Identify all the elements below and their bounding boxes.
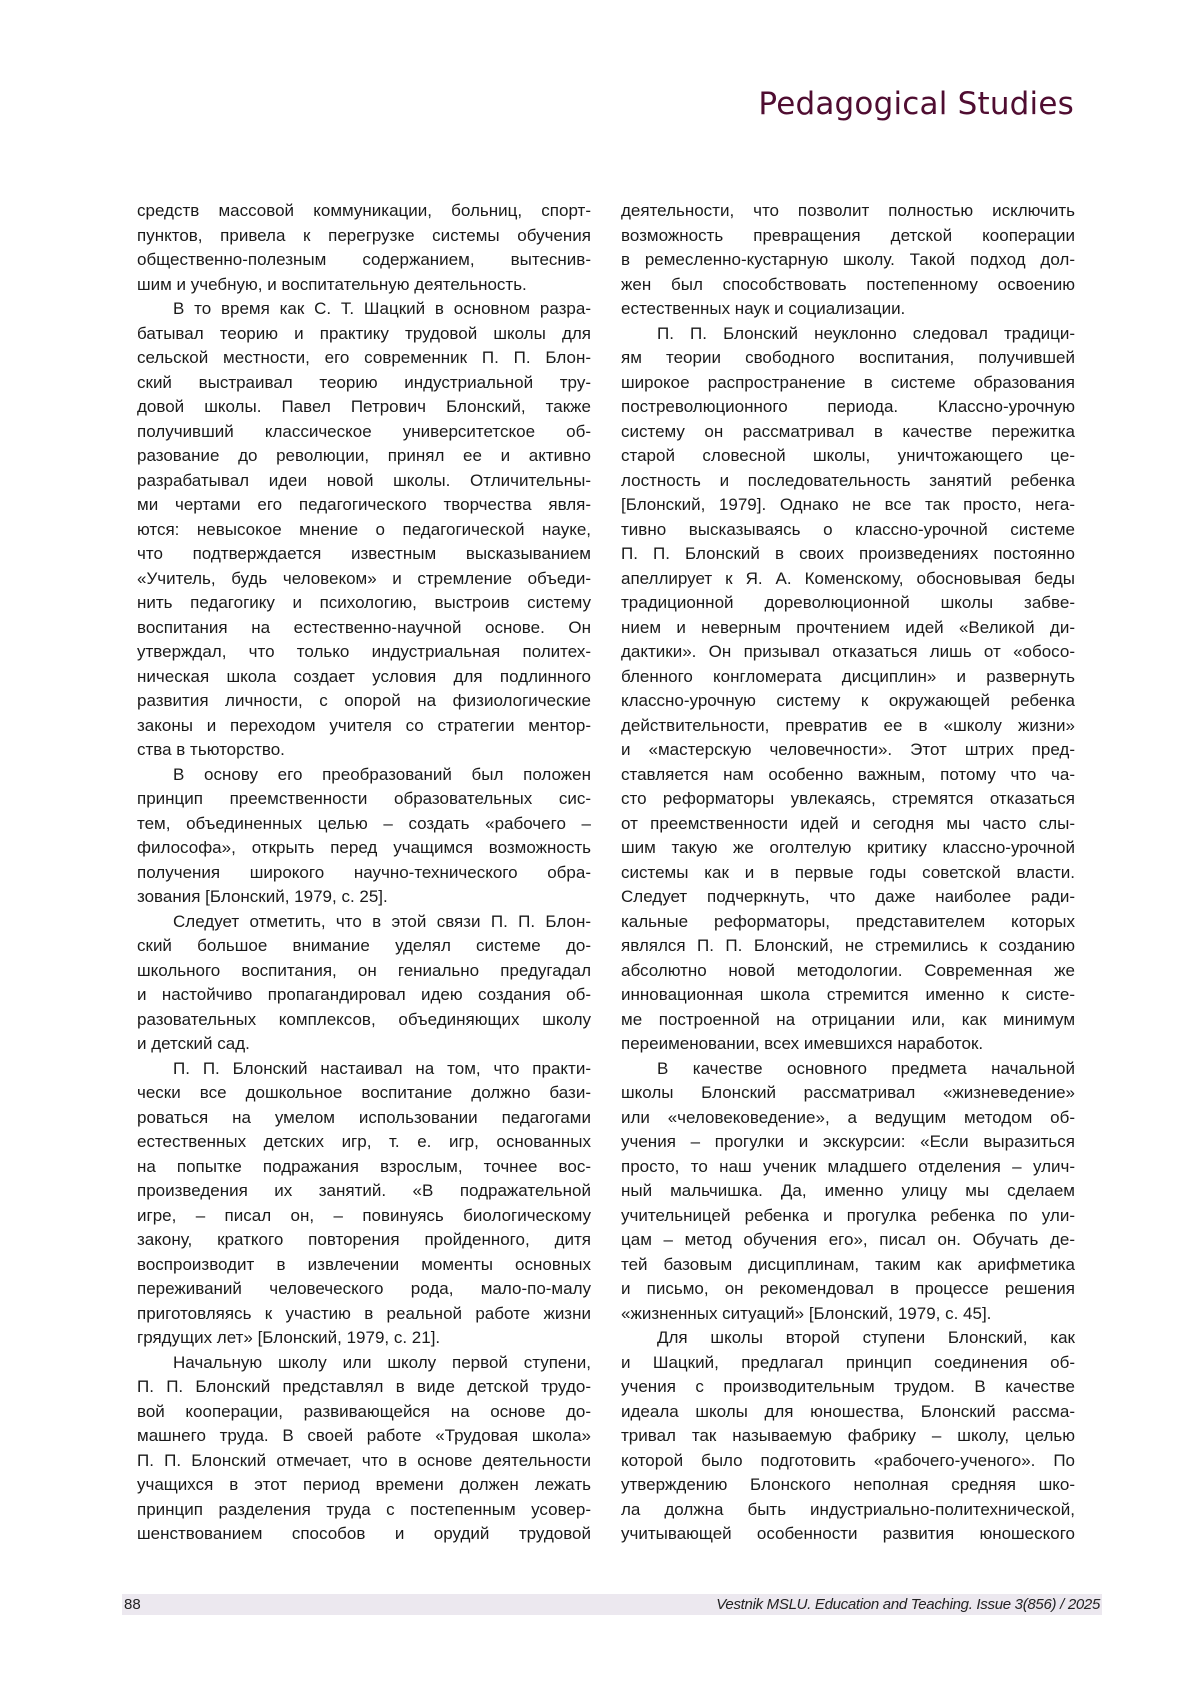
text-line: нием и неверным прочтением идей «Великой ди- [621, 616, 1075, 641]
text-line: принцип разделения труда с постепенным усовер- [137, 1498, 591, 1523]
page-number: 88 [124, 1594, 141, 1615]
text-line: философа», открыть перед учащимся возможность [137, 836, 591, 861]
text-line: «жизненных ситуаций» [Блонский, 1979, с. 45]. [621, 1302, 1075, 1327]
text-line: В то время как С. Т. Шацкий в основном разра- [137, 297, 591, 322]
text-line: абсолютно новой методологии. Современная же [621, 959, 1075, 984]
text-line: учительницей ребенка и прогулка ребенка по ули- [621, 1204, 1075, 1229]
text-line: на попытке подражания взрослым, точнее вос- [137, 1155, 591, 1180]
text-line: Начальную школу или школу первой ступени, [137, 1351, 591, 1376]
text-line: машнего труда. В своей работе «Трудовая школа» [137, 1424, 591, 1449]
text-line: шенствованием способов и орудий трудовой [137, 1522, 591, 1547]
text-line: воспитания на естественно-научной основе. Он [137, 616, 591, 641]
text-line: Для школы второй ступени Блонский, как [621, 1326, 1075, 1351]
text-line: ский выстраивал теорию индустриальной тру- [137, 371, 591, 396]
text-line: разовательных комплексов, объединяющих школу [137, 1008, 591, 1033]
text-line: просто, то наш ученик младшего отделения – улич- [621, 1155, 1075, 1180]
text-line: учения с производительным трудом. В качестве [621, 1375, 1075, 1400]
text-line: переживаний человеческого рода, мало-по-малу [137, 1277, 591, 1302]
text-line: П. П. Блонский отмечает, что в основе деятельности [137, 1449, 591, 1474]
paragraph [137, 763, 591, 910]
text-line: П. П. Блонский представлял в виде детской трудо- [137, 1375, 591, 1400]
text-line: действительности, превратив ее в «школу жизни» [621, 714, 1075, 739]
text-line: закону, краткого повторения пройденного, дитя [137, 1228, 591, 1253]
text-line: и настойчиво пропагандировал идею создания об- [137, 983, 591, 1008]
text-line: воспроизводит в извлечении моменты основных [137, 1253, 591, 1278]
paragraph [621, 322, 1075, 1057]
text-line: постреволюционного периода. Классно-урочную [621, 395, 1075, 420]
text-line: и письмо, он рекомендовал в процессе решения [621, 1277, 1075, 1302]
text-line: ме построенной на отрицании или, как минимум [621, 1008, 1075, 1033]
text-line: инновационная школа стремится именно к систе- [621, 983, 1075, 1008]
text-line: тривал так называемую фабрику – школу, целью [621, 1424, 1075, 1449]
paragraph [621, 1057, 1075, 1327]
text-line: лостность и последовательность занятий ребенка [621, 469, 1075, 494]
paragraph [137, 1351, 591, 1547]
text-line: тей базовым дисциплинам, таким как арифметика [621, 1253, 1075, 1278]
paragraph [137, 1057, 591, 1351]
text-line: приготовляясь к участию в реальной работе жизни [137, 1302, 591, 1327]
text-line: и детский сад. [137, 1032, 591, 1057]
text-line: сто реформаторы увлекаясь, стремятся отказаться [621, 787, 1075, 812]
text-line: разрабатывал идеи новой школы. Отличительны- [137, 469, 591, 494]
text-line: системы как и в первые годы советской власти. [621, 861, 1075, 886]
page-footer [122, 1594, 1102, 1615]
text-line: в ремесленно-кустарную школу. Такой подход дол- [621, 248, 1075, 273]
text-line: переименовании, всех имевшихся наработок. [621, 1032, 1075, 1057]
text-line: нить педагогику и психологию, выстроив систему [137, 591, 591, 616]
text-line: игре, – писал он, – повинуясь биологическому [137, 1204, 591, 1229]
text-line: В основу его преобразований был положен [137, 763, 591, 788]
text-line: получения широкого научно-технического обра- [137, 861, 591, 886]
text-line: утверждению Блонского неполная средняя шко- [621, 1473, 1075, 1498]
text-line: традиционной дореволюционной школы забве- [621, 591, 1075, 616]
text-line: П. П. Блонский настаивал на том, что практи- [137, 1057, 591, 1082]
text-line: [Блонский, 1979]. Однако не все так просто, нега- [621, 493, 1075, 518]
text-line: цам – метод обучения его», писал он. Обучать де- [621, 1228, 1075, 1253]
text-line: ническая школа создает условия для подлинного [137, 665, 591, 690]
text-line: грядущих лет» [Блонский, 1979, с. 21]. [137, 1326, 591, 1351]
text-line: П. П. Блонский неуклонно следовал традици- [621, 322, 1075, 347]
text-line: которой было подготовить «рабочего-ученого». По [621, 1449, 1075, 1474]
text-line: сельской местности, его современник П. П. Блон- [137, 346, 591, 371]
text-line: вой кооперации, развивающейся на основе до- [137, 1400, 591, 1425]
text-line: естественных наук и социализации. [621, 297, 1075, 322]
paragraph [621, 1326, 1075, 1547]
paragraph [137, 910, 591, 1057]
text-line: возможность превращения детской кооперации [621, 224, 1075, 249]
text-line: батывал теорию и практику трудовой школы для [137, 322, 591, 347]
text-line: учитывающей особенности развития юношеского [621, 1522, 1075, 1547]
text-line: получивший классическое университетское об- [137, 420, 591, 445]
text-line: общественно-полезным содержанием, вытеснив- [137, 248, 591, 273]
text-line: законы и переходом учителя со стратегии ментор- [137, 714, 591, 739]
section-title: Pedagogical Studies [758, 86, 1074, 122]
text-line: «Учитель, будь человеком» и стремление объеди- [137, 567, 591, 592]
text-line: развития личности, с опорой на физиологические [137, 689, 591, 714]
text-line: классно-урочную систему к окружающей ребенка [621, 689, 1075, 714]
text-line: учащихся в этот период времени должен лежать [137, 1473, 591, 1498]
text-line: В качестве основного предмета начальной [621, 1057, 1075, 1082]
paragraph [137, 199, 591, 297]
text-line: кальные реформаторы, представителем которых [621, 910, 1075, 935]
text-line: П. П. Блонский в своих произведениях постоянно [621, 542, 1075, 567]
text-line: старой словесной школы, уничтожающего це- [621, 444, 1075, 469]
text-line: и «мастерскую человечности». Этот штрих пред- [621, 738, 1075, 763]
text-line: чески все дошкольное воспитание должно бази- [137, 1081, 591, 1106]
text-line: средств массовой коммуникации, больниц, спорт- [137, 199, 591, 224]
text-line: пунктов, привела к перегрузке системы обучения [137, 224, 591, 249]
text-line: тивно высказываясь о классно-урочной системе [621, 518, 1075, 543]
text-line: шим такую же оголтелую критику классно-урочной [621, 836, 1075, 861]
text-line: являлся П. П. Блонский, не стремились к созданию [621, 934, 1075, 959]
text-line: или «человековедение», а ведущим методом об- [621, 1106, 1075, 1131]
text-column-right [621, 199, 1075, 1547]
text-line: Следует подчеркнуть, что даже наиболее ради- [621, 885, 1075, 910]
text-line: систему он рассматривал в качестве пережитка [621, 420, 1075, 445]
text-line: ми чертами его педагогического творчества явля- [137, 493, 591, 518]
text-line: что подтверждается известным высказыванием [137, 542, 591, 567]
text-line: и Шацкий, предлагал принцип соединения об- [621, 1351, 1075, 1376]
text-line: роваться на умелом использовании педагогами [137, 1106, 591, 1131]
text-line: бленного конгломерата дисциплин» и развернуть [621, 665, 1075, 690]
text-line: школьного воспитания, он гениально предугадал [137, 959, 591, 984]
text-line: жен был способствовать постепенному освоению [621, 273, 1075, 298]
text-line: утверждал, что только индустриальная политех- [137, 640, 591, 665]
text-line: деятельности, что позволит полностью исключить [621, 199, 1075, 224]
text-line: зования [Блонский, 1979, с. 25]. [137, 885, 591, 910]
text-line: ла должна быть индустриально-политехнической, [621, 1498, 1075, 1523]
text-line: дактики». Он призывал отказаться лишь от «обосо- [621, 640, 1075, 665]
text-line: ям теории свободного воспитания, получившей [621, 346, 1075, 371]
text-line: школы Блонский рассматривал «жизневедение» [621, 1081, 1075, 1106]
text-line: широкое распространение в системе образования [621, 371, 1075, 396]
text-line: Следует отметить, что в этой связи П. П. Блон- [137, 910, 591, 935]
text-line: разование до революции, принял ее и активно [137, 444, 591, 469]
text-line: от преемственности идей и сегодня мы часто слы- [621, 812, 1075, 837]
text-line: естественных детских игр, т. е. игр, основанных [137, 1130, 591, 1155]
text-line: произведения их занятий. «В подражательной [137, 1179, 591, 1204]
text-line: шим и учебную, и воспитательную деятельность. [137, 273, 591, 298]
text-line: апеллирует к Я. А. Коменскому, обосновывая беды [621, 567, 1075, 592]
text-line: ставляется нам особенно важным, потому что ча- [621, 763, 1075, 788]
text-line: довой школы. Павел Петрович Блонский, также [137, 395, 591, 420]
paragraph [621, 199, 1075, 322]
text-line: ства в тьюторство. [137, 738, 591, 763]
paragraph [137, 297, 591, 763]
text-line: ный мальчишка. Да, именно улицу мы сделаем [621, 1179, 1075, 1204]
text-line: принцип преемственности образовательных сис- [137, 787, 591, 812]
text-line: тем, объединенных целью – создать «рабочего – [137, 812, 591, 837]
text-column-left [137, 199, 591, 1547]
text-line: ются: невысокое мнение о педагогической науке, [137, 518, 591, 543]
text-line: ский большое внимание уделял системе до- [137, 934, 591, 959]
text-line: учения – прогулки и экскурсии: «Если выразиться [621, 1130, 1075, 1155]
text-line: идеала школы для юношества, Блонский рассма- [621, 1400, 1075, 1425]
journal-citation: Vestnik MSLU. Education and Teaching. Issue 3(856) / 2025 [716, 1594, 1100, 1615]
